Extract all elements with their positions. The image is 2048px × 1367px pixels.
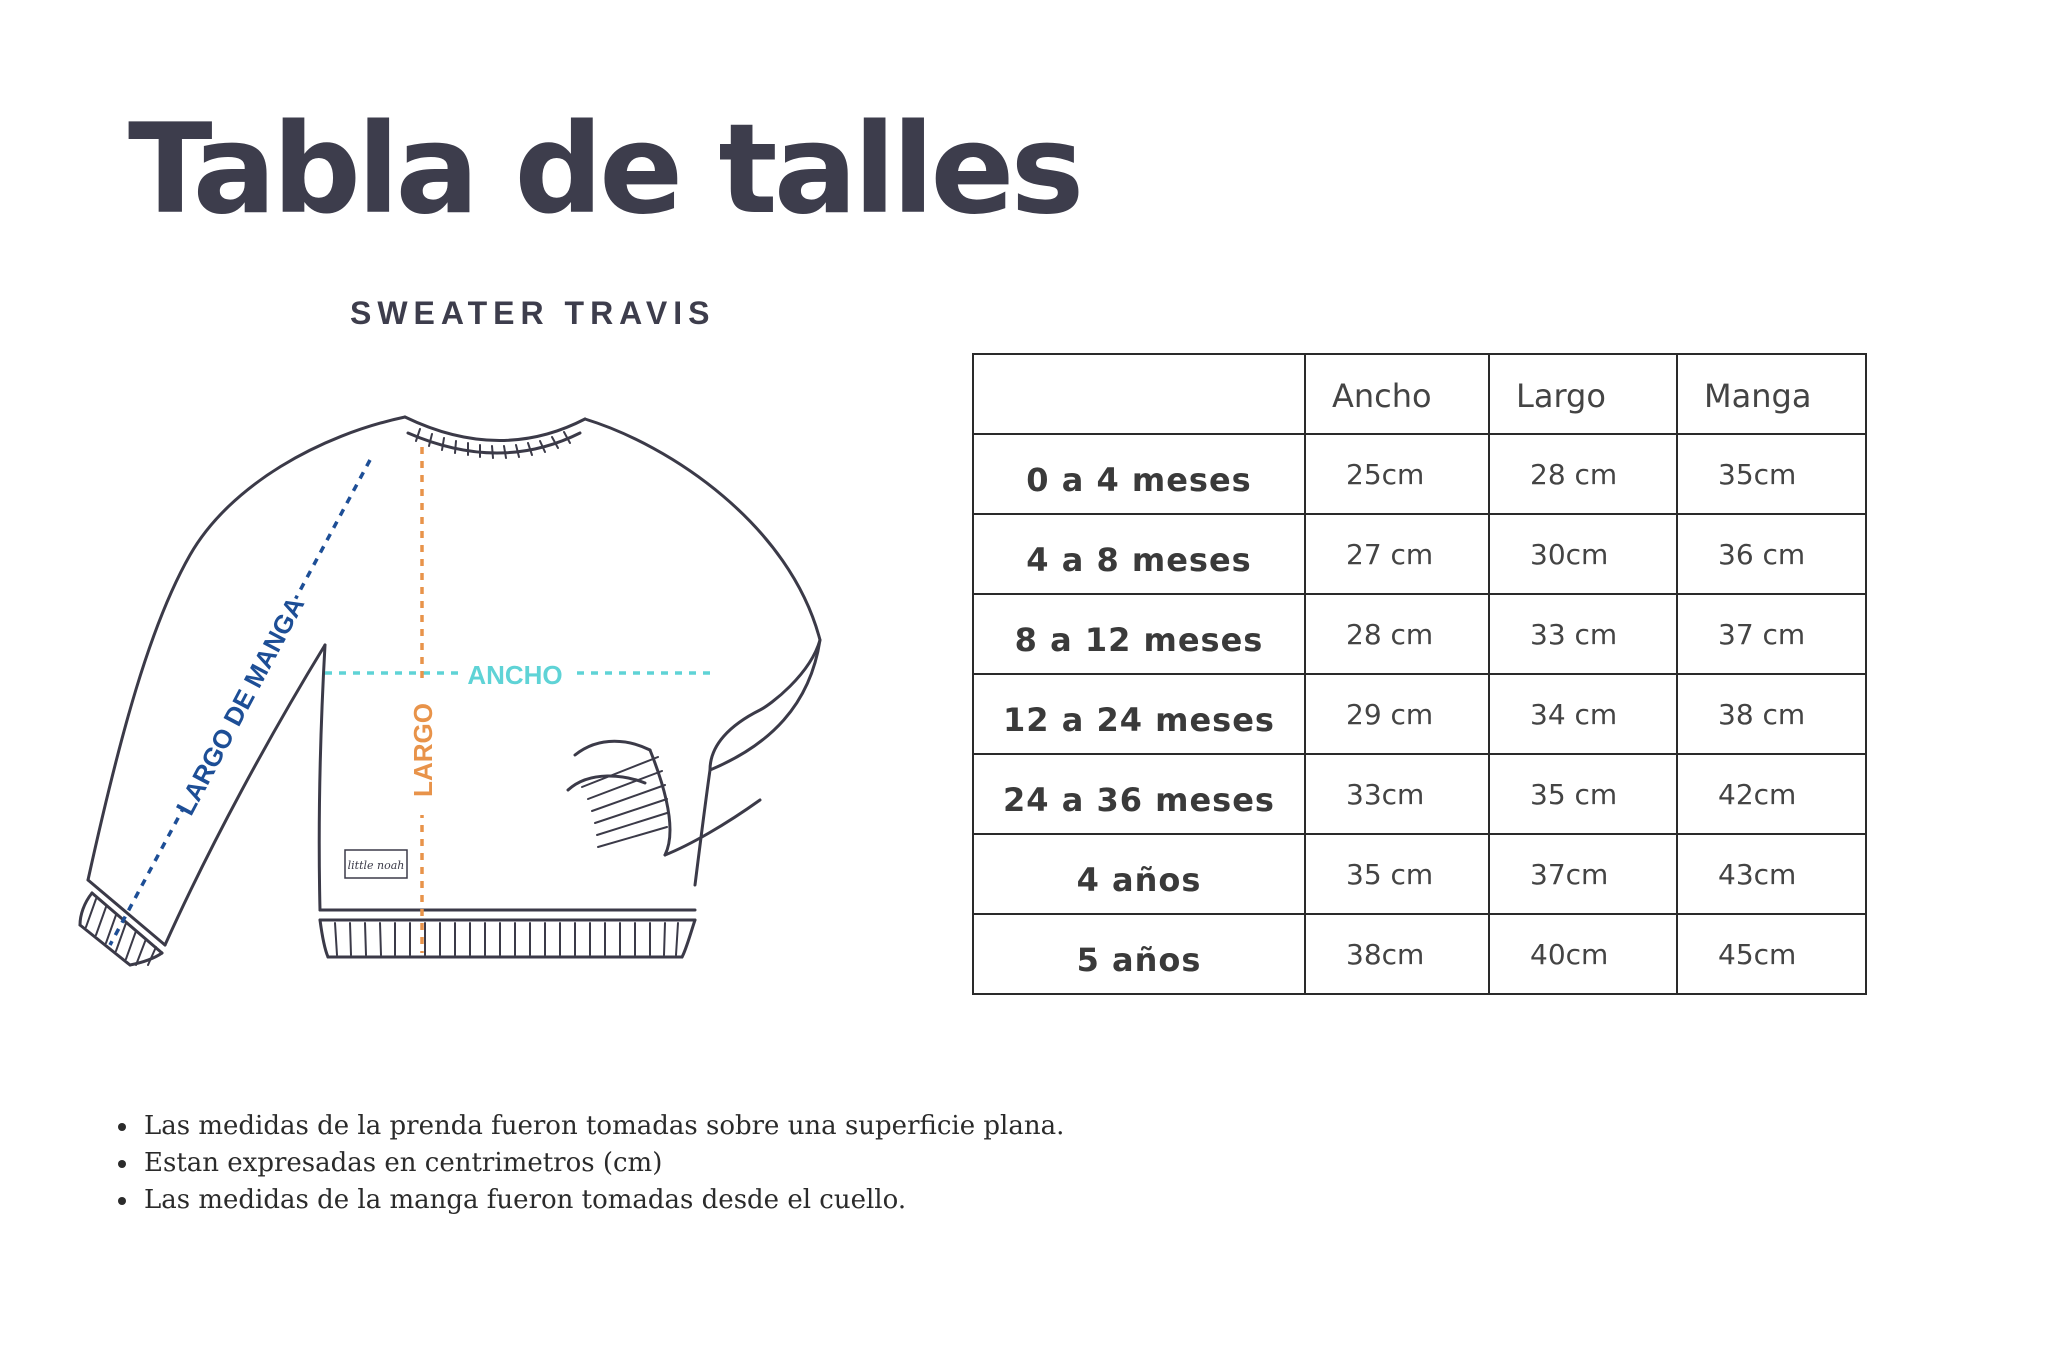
largo-value: 35 cm xyxy=(1489,754,1677,834)
manga-value: 42cm xyxy=(1677,754,1866,834)
list-item: • Las medidas de la manga fueron tomadas desde el cuello. xyxy=(140,1182,1064,1219)
list-item: • Estan expresadas en centrimetros (cm) xyxy=(140,1145,1064,1182)
table-row xyxy=(973,914,1866,994)
size-label: 0 a 4 meses xyxy=(973,434,1305,514)
largo-value: 28 cm xyxy=(1489,434,1677,514)
length-label: LARGO xyxy=(408,703,438,797)
measurement-notes xyxy=(112,1108,1064,1219)
sweater-outline xyxy=(80,417,820,965)
product-name: SWEATER TRAVIS xyxy=(350,295,716,331)
largo-value: 37cm xyxy=(1489,834,1677,914)
table-row xyxy=(973,674,1866,754)
table-header-row xyxy=(973,354,1866,434)
ancho-value: 29 cm xyxy=(1305,674,1489,754)
ancho-value: 27 cm xyxy=(1305,514,1489,594)
sleeve-length-label: LARGO DE MANGA xyxy=(169,591,311,820)
largo-value: 33 cm xyxy=(1489,594,1677,674)
size-label: 4 a 8 meses xyxy=(973,514,1305,594)
ancho-value: 25cm xyxy=(1305,434,1489,514)
header-cell-size xyxy=(973,354,1305,434)
table-row xyxy=(973,514,1866,594)
size-label: 12 a 24 meses xyxy=(973,674,1305,754)
manga-value: 35cm xyxy=(1677,434,1866,514)
size-chart-table xyxy=(972,353,1867,995)
manga-value: 38 cm xyxy=(1677,674,1866,754)
header-cell-manga: Manga xyxy=(1677,354,1866,434)
largo-value: 40cm xyxy=(1489,914,1677,994)
size-label: 5 años xyxy=(973,914,1305,994)
size-label: 4 años xyxy=(973,834,1305,914)
table-row xyxy=(973,594,1866,674)
largo-value: 34 cm xyxy=(1489,674,1677,754)
sweater-diagram xyxy=(70,405,830,975)
largo-value: 30cm xyxy=(1489,514,1677,594)
table-row xyxy=(973,834,1866,914)
ancho-value: 28 cm xyxy=(1305,594,1489,674)
manga-value: 37 cm xyxy=(1677,594,1866,674)
ancho-value: 33cm xyxy=(1305,754,1489,834)
width-label: ANCHO xyxy=(467,660,563,690)
table-row xyxy=(973,434,1866,514)
page-title: Tabla de talles xyxy=(128,98,1081,242)
brand-tag-text: little noah xyxy=(347,859,405,872)
list-item: • Las medidas de la prenda fueron tomadas sobre una superficie plana. xyxy=(140,1108,1064,1145)
size-label: 8 a 12 meses xyxy=(973,594,1305,674)
manga-value: 45cm xyxy=(1677,914,1866,994)
manga-value: 43cm xyxy=(1677,834,1866,914)
table-row xyxy=(973,754,1866,834)
header-cell-largo: Largo xyxy=(1489,354,1677,434)
header-cell-ancho: Ancho xyxy=(1305,354,1489,434)
size-label: 24 a 36 meses xyxy=(973,754,1305,834)
manga-value: 36 cm xyxy=(1677,514,1866,594)
ancho-value: 35 cm xyxy=(1305,834,1489,914)
ancho-value: 38cm xyxy=(1305,914,1489,994)
rib-lines xyxy=(86,429,678,965)
